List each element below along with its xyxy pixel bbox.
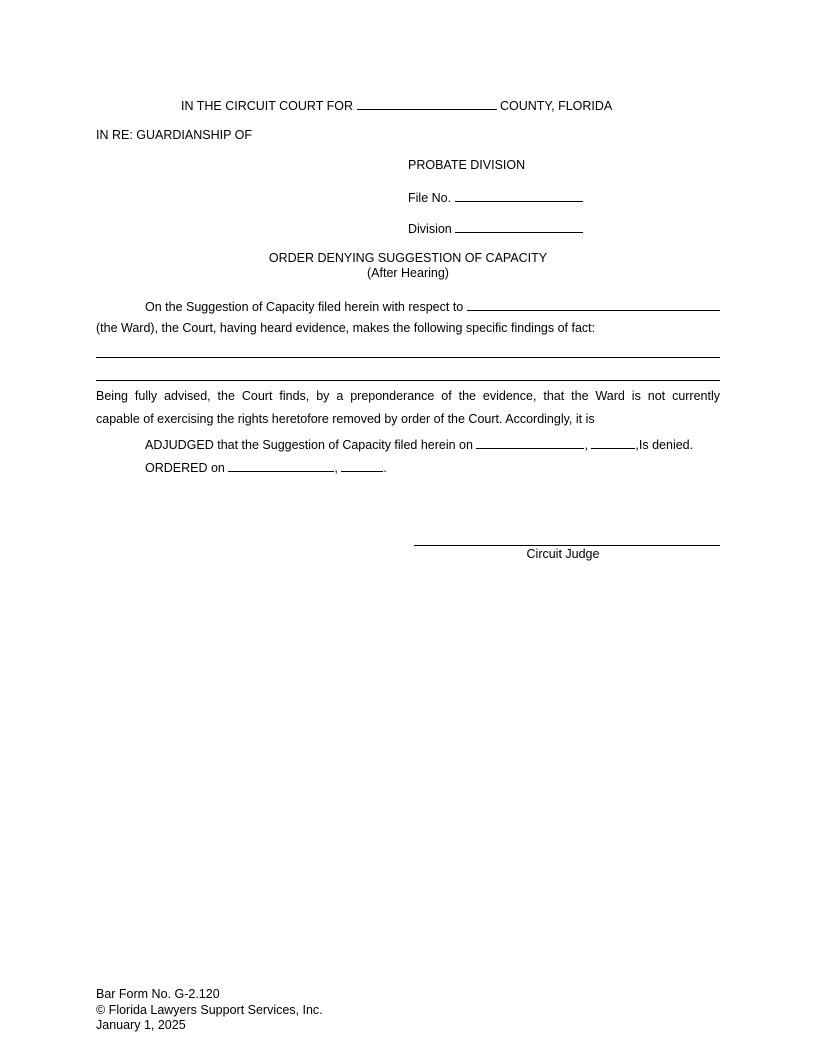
probate-division-label: PROBATE DIVISION [408,158,526,172]
file-no-field [408,189,583,206]
ordered-line [145,459,387,476]
footer-date: January 1, 2025 [96,1018,186,1032]
adjudged-suffix: ,Is denied. [635,438,694,452]
division-blank[interactable] [455,220,583,233]
adjudged-text: ADJUDGED that the Suggestion of Capacity filed herein on [145,438,473,452]
adjudged-comma: , [584,438,588,452]
signature-line[interactable] [414,545,720,546]
file-no-label: File No. [408,191,452,205]
adjudged-line [145,436,693,453]
division-field [408,220,583,237]
order-subtitle: (After Hearing) [367,266,449,280]
footer-copyright: © Florida Lawyers Support Services, Inc. [96,1003,323,1017]
court-heading [181,97,612,114]
finding-line-2: capable of exercising the rights heretofore removed by order of the Court. Accordingly, it is [96,412,595,426]
intro-text-1: On the Suggestion of Capacity filed herein with respect to [145,300,464,314]
intro-line-2: (the Ward), the Court, having heard evidence, makes the following specific findings of fact: [96,321,596,335]
ordered-date-blank[interactable] [228,459,334,472]
findings-line-2[interactable] [96,380,720,381]
ordered-year-blank[interactable] [341,459,383,472]
ordered-period: . [383,461,387,475]
findings-line-1[interactable] [96,357,720,358]
court-heading-suffix: COUNTY, FLORIDA [499,99,613,113]
ordered-text: ORDERED on [145,461,225,475]
ordered-comma: , [334,461,338,475]
ward-name-blank[interactable] [467,298,720,311]
division-field-label: Division [408,222,452,236]
order-title: ORDER DENYING SUGGESTION OF CAPACITY [268,251,548,265]
county-blank[interactable] [357,97,497,110]
adjudged-date-blank[interactable] [476,436,584,449]
file-no-blank[interactable] [455,189,583,202]
in-re-label: IN RE: GUARDIANSHIP OF [96,128,253,142]
signature-label: Circuit Judge [526,547,600,561]
adjudged-year-blank[interactable] [591,436,635,449]
footer-form-no: Bar Form No. G-2.120 [96,987,220,1001]
intro-line-1 [145,298,720,315]
finding-line-1: Being fully advised, the Court finds, by a preponderance of the evidence, that the Ward is not currently [96,389,720,403]
court-heading-prefix: IN THE CIRCUIT COURT FOR [181,99,354,113]
